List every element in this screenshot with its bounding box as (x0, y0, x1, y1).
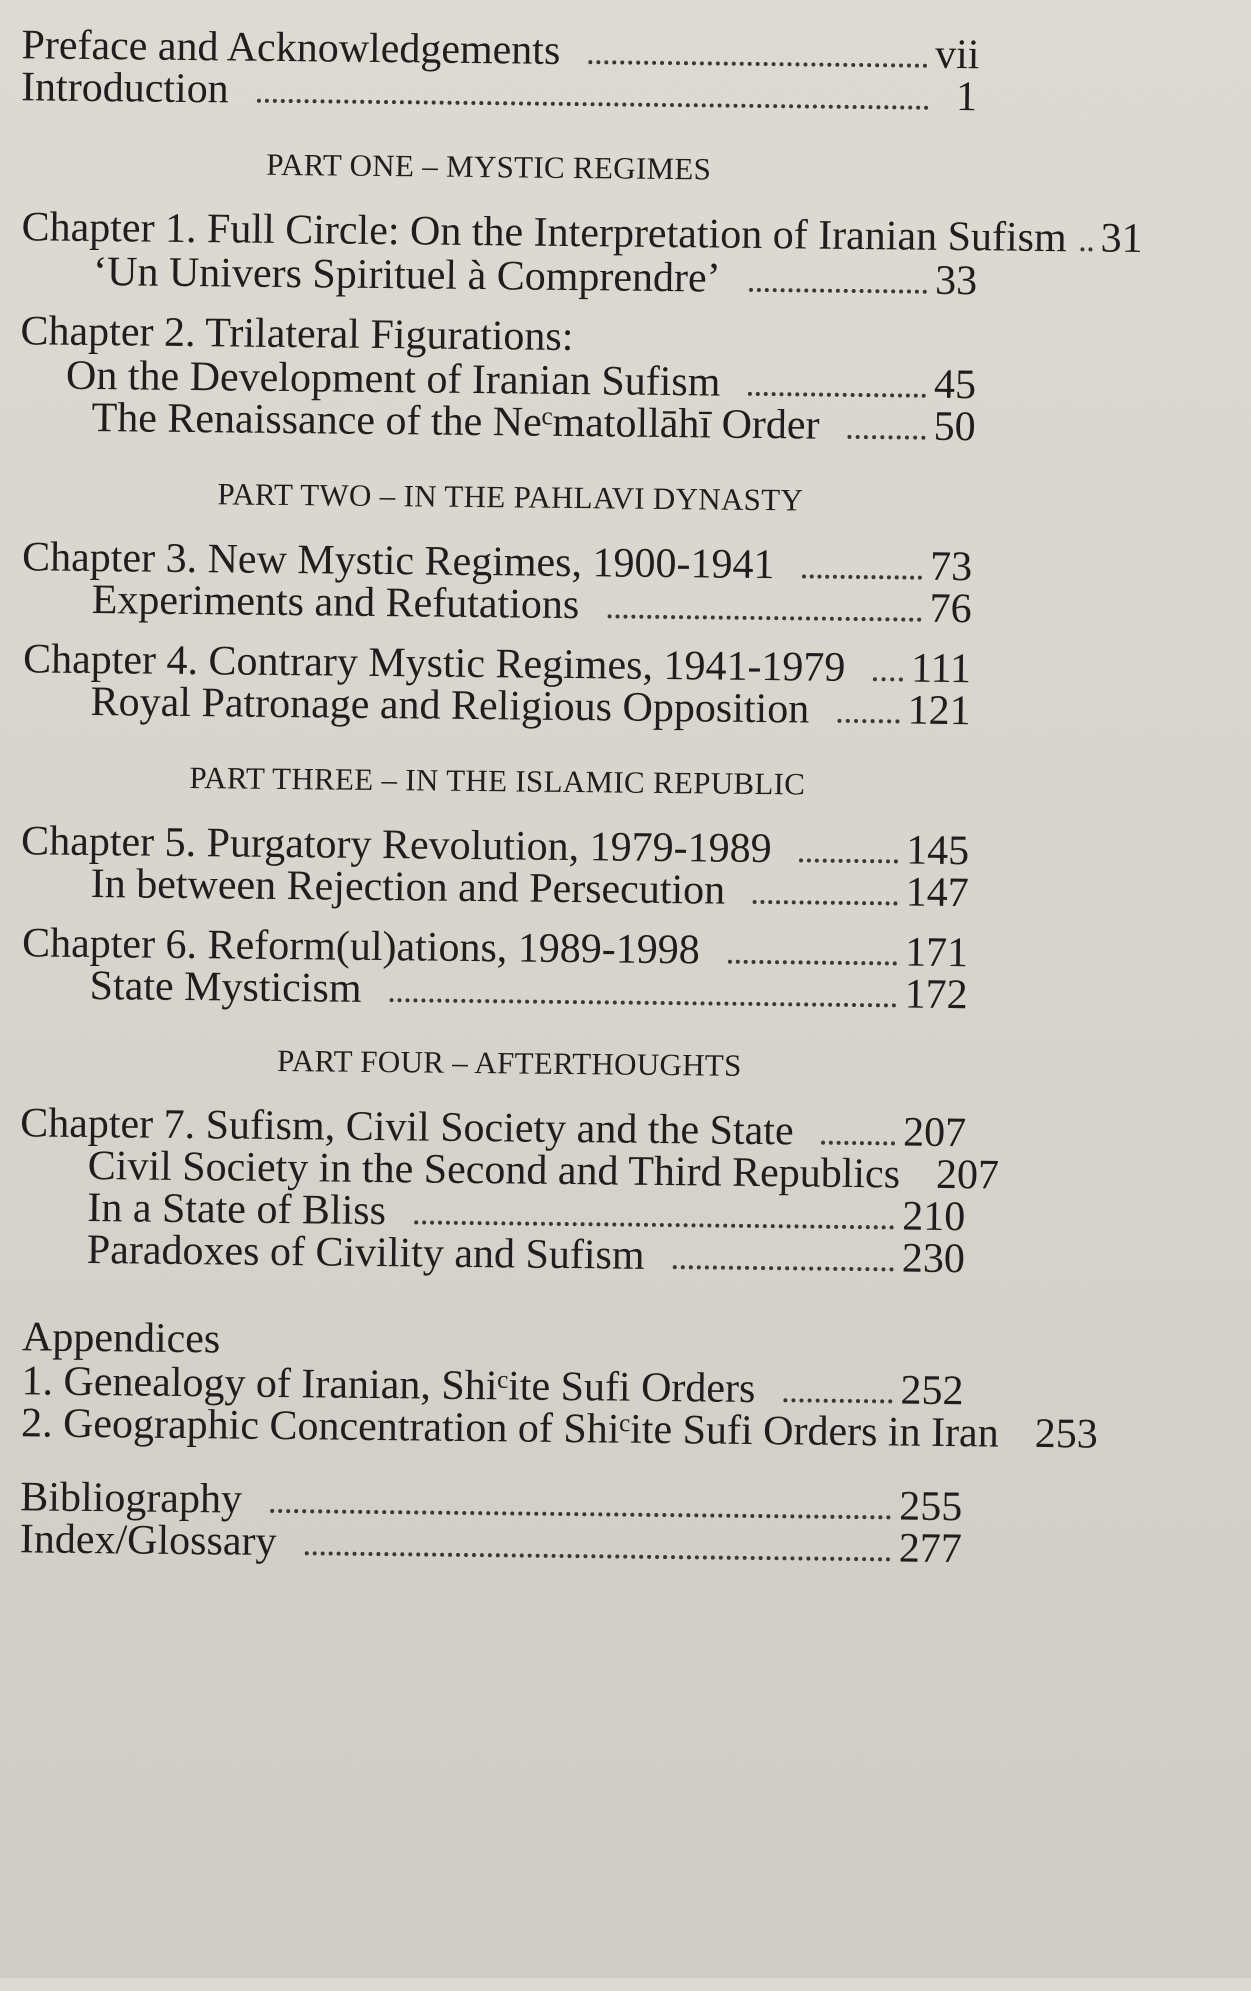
page-number: 207 (903, 1108, 967, 1159)
dot-leader (389, 962, 897, 1007)
page-number: 73 (930, 542, 973, 592)
entry-label: Paradoxes of Civility and Sufism (87, 1225, 655, 1281)
dot-leader (749, 252, 928, 294)
page-number: 210 (902, 1192, 966, 1243)
entry-label: In a State of Bliss (87, 1183, 396, 1236)
toc-entry-section[interactable] (89, 959, 967, 1020)
toc-entry-appendix-2[interactable] (21, 1396, 963, 1458)
entry-label: Preface and Acknowledgements (21, 20, 570, 76)
toc-entry-section[interactable] (93, 245, 977, 306)
entry-label: In between Rejection and Persecution (90, 859, 735, 916)
page-number: 121 (907, 686, 971, 737)
page-number: 207 (936, 1150, 1000, 1201)
dot-leader (821, 1105, 895, 1146)
chapter-2-title[interactable]: Chapter 2. Trilateral Figurations: (20, 306, 573, 362)
page-number: 252 (900, 1366, 964, 1417)
page-number: 145 (906, 826, 970, 877)
toc-entry-introduction[interactable] (21, 60, 977, 122)
page-number: 33 (935, 256, 978, 306)
entry-label: Chapter 4. Contrary Mystic Regimes, 1941-1979 (23, 634, 856, 693)
entry-label: Chapter 6. Reform(ul)ations, 1989-1998 (22, 918, 710, 975)
dot-leader (1081, 211, 1093, 251)
page-number: 50 (933, 402, 976, 452)
part-heading-three: PART THREE – IN THE ISLAMIC REPUBLIC (0, 755, 1123, 808)
entry-label: ‘Un Univers Spirituel à Comprendre’ (93, 247, 731, 304)
entry-label: 2. Geographic Concentration of Shiᶜite Sufi Orders in Iran (21, 1398, 1009, 1458)
entry-label: On the Development of Iranian Sufism (66, 351, 731, 408)
dot-leader (270, 1473, 892, 1520)
toc-entry-section[interactable] (91, 573, 971, 634)
entry-label: Experiments and Refutations (91, 575, 589, 630)
dot-leader (672, 1229, 894, 1271)
appendices-heading: Appendices (22, 1312, 221, 1364)
page-number: 172 (904, 970, 968, 1021)
entry-label: Civil Society in the Second and Third Republics (88, 1141, 911, 1200)
entry-label: 1. Genealogy of Iranian, Shiᶜite Sufi Orders (21, 1356, 765, 1414)
toc-entry-section[interactable] (90, 675, 970, 736)
toc-entry-section[interactable] (91, 391, 975, 452)
entry-label: Chapter 5. Purgatory Revolution, 1979-1989 (21, 816, 782, 874)
toc-entry-index[interactable] (20, 1512, 962, 1574)
dot-leader (753, 864, 898, 906)
dot-leader (748, 356, 926, 398)
page-number: 111 (911, 644, 971, 695)
page-number: 45 (934, 360, 977, 410)
page-number: 1 (937, 72, 978, 122)
page-number: vii (935, 30, 980, 80)
dot-leader (847, 399, 925, 440)
dot-leader (257, 63, 930, 110)
dot-leader (873, 641, 903, 681)
part-heading-four: PART FOUR – AFTERTHOUGHTS (0, 1037, 1135, 1090)
toc-entry-section[interactable] (90, 857, 968, 918)
dot-leader (799, 822, 898, 863)
page-number: 230 (902, 1234, 966, 1285)
entry-label: Royal Patronage and Religious Opposition (90, 677, 819, 735)
dot-leader (728, 924, 898, 966)
page-number: 277 (899, 1523, 963, 1574)
entry-label: Chapter 7. Sufism, Civil Society and the State (20, 1098, 804, 1156)
dot-leader (783, 1362, 893, 1403)
dot-leader (304, 1515, 891, 1561)
entry-label: Chapter 3. New Mystic Regimes, 1900-1941 (22, 532, 785, 590)
page-number: 31 (1100, 214, 1143, 264)
page-number: 76 (929, 584, 972, 634)
part-heading-two: PART TWO – IN THE PAHLAVI DYNASTY (0, 471, 1136, 524)
entry-label: Bibliography (20, 1472, 252, 1524)
entry-label: State Mysticism (89, 961, 371, 1014)
page-number: 253 (1034, 1409, 1098, 1460)
dot-leader (837, 683, 900, 724)
entry-label: Introduction (21, 62, 239, 114)
toc-entry-section[interactable] (87, 1223, 965, 1284)
entry-label: Index/Glossary (20, 1514, 287, 1567)
entry-label: Chapter 1. Full Circle: On the Interpretation of Iranian Sufism (21, 202, 1077, 263)
page-number: 171 (905, 928, 969, 979)
dot-leader (414, 1184, 895, 1229)
part-heading-one: PART ONE – MYSTIC REGIMES (0, 141, 1114, 194)
page-number: 147 (905, 868, 969, 919)
entry-label: The Renaissance of the Neᶜmatollāhī Order (91, 393, 829, 451)
dot-leader (607, 578, 922, 621)
dot-leader (588, 24, 927, 68)
dot-leader (802, 538, 922, 579)
page-number: 255 (899, 1482, 963, 1533)
